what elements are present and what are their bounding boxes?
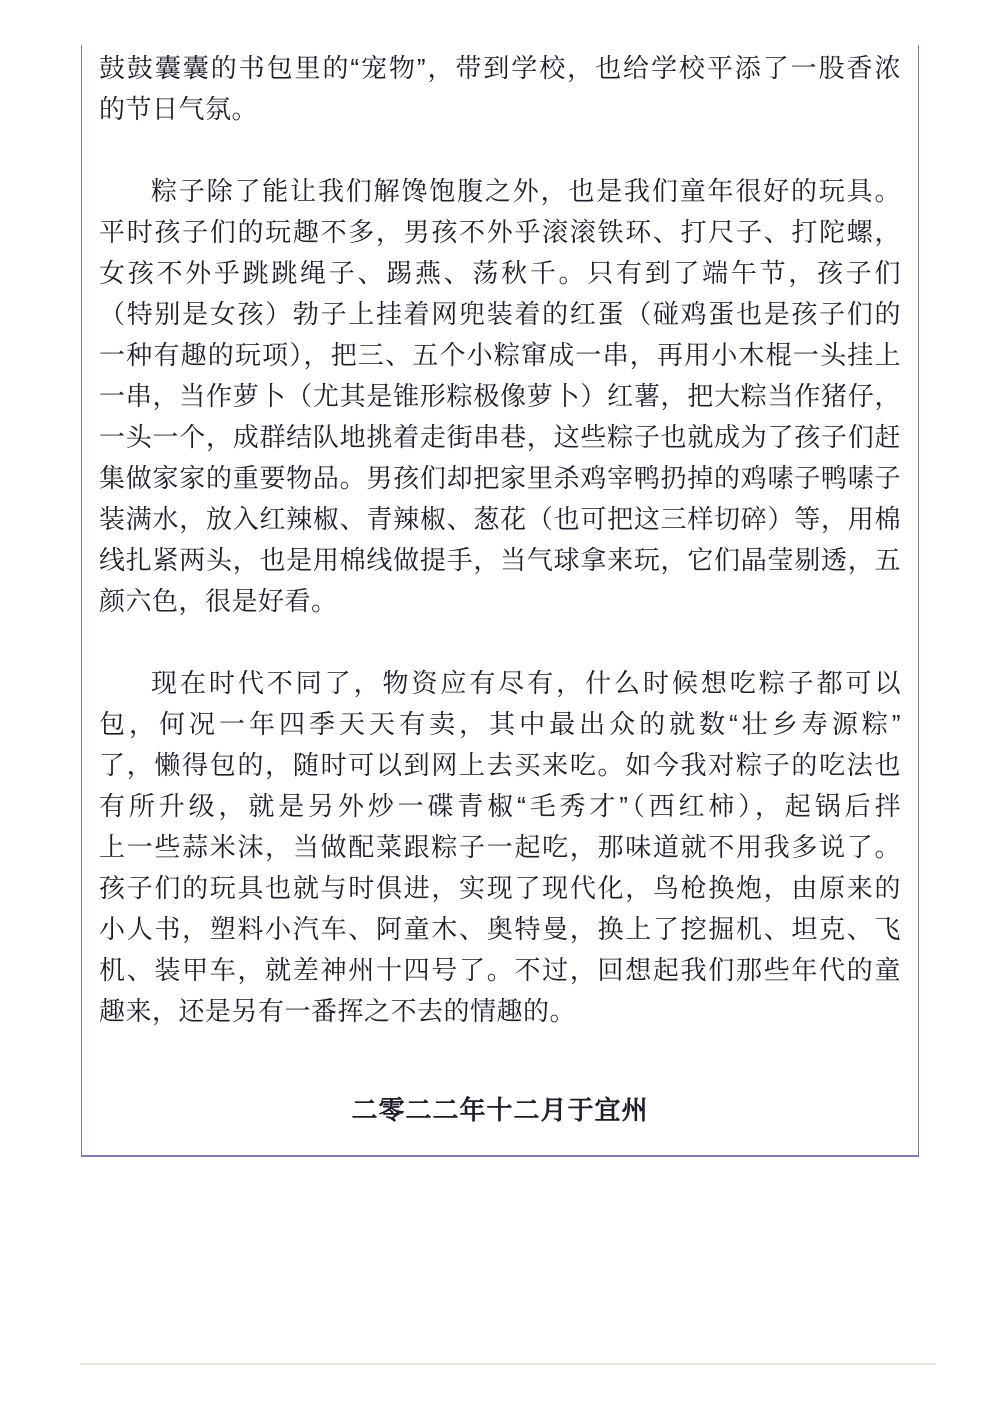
- text-line: 粽子除了能让我们解馋饱腹之外，也是我们童年很好的玩具。: [151, 176, 901, 206]
- text-line: 小人书，塑料小汽车、阿童木、奥特曼，换上了挖掘机、坦克、飞: [99, 914, 901, 944]
- text-line: 有所升级，就是另外炒一碟青椒“毛秀才”（西红柿），起锅后拌: [99, 791, 901, 821]
- text-line: 上一些蒜米沫，当做配菜跟粽子一起吃，那味道就不用我多说了。: [99, 832, 901, 862]
- text-line: （特别是女孩）勃子上挂着网兜装着的红蛋（碰鸡蛋也是孩子们的: [99, 299, 901, 329]
- essay-body: [99, 48, 901, 1032]
- paragraph: [99, 663, 901, 1032]
- text-line: 的节日气氛。: [99, 94, 259, 124]
- text-line: 趣来，还是另有一番挥之不去的情趣的。: [99, 996, 577, 1026]
- text-line: 鼓鼓囊囊的书包里的“宠物”，带到学校，也给学校平添了一股香浓: [99, 53, 901, 83]
- signoff-date: 二零二二年十二月于宜州: [351, 1095, 649, 1125]
- paragraph: [99, 48, 901, 130]
- text-line: 集做家家的重要物品。男孩们却把家里杀鸡宰鸭扔掉的鸡嗉子鸭嗉子: [99, 463, 901, 493]
- footer-divider: [80, 1363, 936, 1365]
- text-line: 一头一个，成群结队地挑着走街串巷，这些粽子也就成为了孩子们赶: [99, 422, 901, 452]
- text-line: 颜六色，很是好看。: [99, 586, 338, 616]
- text-line: 包，何况一年四季天天有卖，其中最出众的就数“壮乡寿源粽”: [99, 709, 901, 739]
- text-line: 装满水，放入红辣椒、青辣椒、葱花（也可把这三样切碎）等，用棉: [99, 504, 901, 534]
- text-line: 一串，当作萝卜（尤其是锥形粽极像萝卜）红薯，把大粽当作猪仔，: [99, 381, 901, 411]
- paragraph: [99, 171, 901, 622]
- text-line: 了，懒得包的，随时可以到网上去买来吃。如今我对粽子的吃法也: [99, 750, 901, 780]
- essay-border-box: [81, 45, 919, 1157]
- text-line: 现在时代不同了，物资应有尽有，什么时候想吃粽子都可以: [151, 668, 901, 698]
- text-line: 线扎紧两头，也是用棉线做提手，当气球拿来玩，它们晶莹剔透，五: [99, 545, 901, 575]
- text-line: 一种有趣的玩项），把三、五个小粽窜成一串，再用小木棍一头挂上: [99, 340, 901, 370]
- text-line: 平时孩子们的玩趣不多，男孩不外乎滚滚铁环、打尺子、打陀螺，: [99, 217, 901, 247]
- text-line: 女孩不外乎跳跳绳子、踢燕、荡秋千。只有到了端午节，孩子们: [99, 258, 901, 288]
- text-line: 孩子们的玩具也就与时俱进，实现了现代化，鸟枪换炮，由原来的: [99, 873, 901, 903]
- text-line: 机、装甲车，就差神州十四号了。不过，回想起我们那些年代的童: [99, 955, 901, 985]
